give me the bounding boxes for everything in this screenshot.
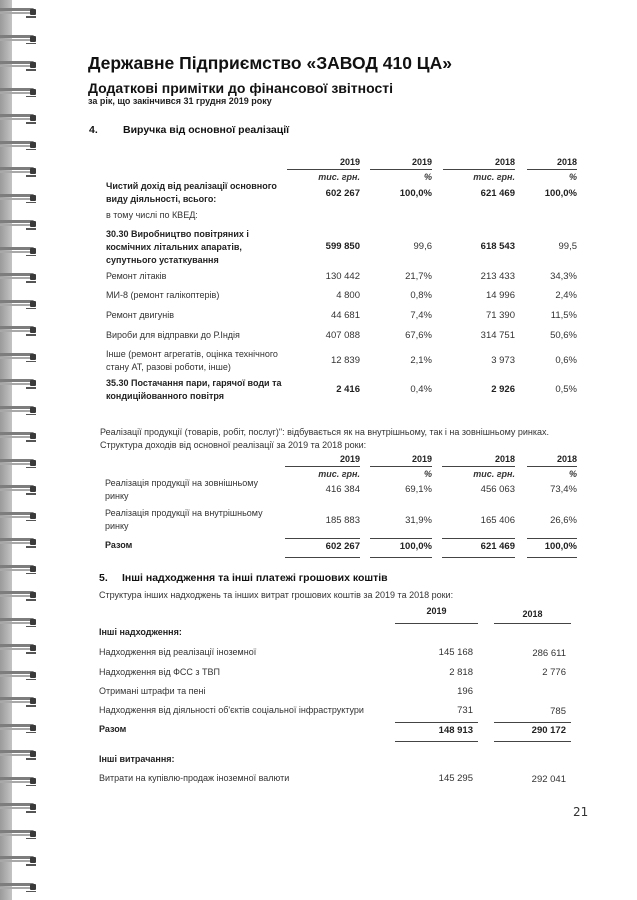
col-unit: тис. грн.	[318, 172, 360, 182]
total-label: Разом	[105, 540, 133, 550]
cell-value: 12 839	[330, 355, 360, 366]
row-label: Інше (ремонт агрегатів, оцінка технічного стану АТ, разові роботи, інше)	[106, 349, 278, 372]
row-label: Реалізація продукції на внутрішньому ринку	[105, 508, 263, 531]
cell-value: 67,6%	[405, 330, 432, 341]
header-rule	[285, 466, 360, 467]
cell-value: 100,0%	[399, 188, 432, 199]
spiral-ring	[0, 830, 38, 840]
cell-value: 21,7%	[405, 271, 432, 282]
cell-value: 407 088	[325, 330, 360, 341]
col-unit: %	[568, 469, 577, 479]
spiral-ring	[0, 61, 38, 71]
cell-value: 2 416	[336, 384, 360, 395]
col-unit: тис. грн.	[473, 469, 515, 479]
col-unit: %	[423, 172, 432, 182]
cell-value: 145 295	[438, 773, 473, 784]
row-label: Чистий дохід від реалізації основного виду діяльності, всього:	[106, 181, 277, 204]
total-rule	[370, 538, 432, 539]
col-header-year: 2018	[494, 157, 515, 167]
total-rule	[494, 722, 571, 723]
cell-value: 314 751	[480, 330, 515, 341]
header-rule	[527, 466, 577, 467]
header-rule	[287, 169, 360, 170]
row-label: 30.30 Виробництво повітряних і космічних літальних апаратів, супутнього устаткування	[106, 229, 249, 265]
cell-value: 130 442	[325, 271, 360, 282]
total-underline	[494, 741, 571, 742]
document-title: Додаткові примітки до фінансової звітності	[88, 80, 393, 96]
cell-value: 599 850	[325, 241, 360, 252]
cell-value: 196	[457, 686, 473, 697]
spiral-ring	[0, 671, 38, 681]
income-heading: Інші надходження:	[99, 627, 182, 637]
total-rule	[442, 538, 515, 539]
cell-value: 456 063	[480, 484, 515, 495]
cell-value: 100,0%	[544, 188, 577, 199]
cell-value: 165 406	[480, 515, 515, 526]
spiral-ring	[0, 220, 38, 230]
header-rule	[443, 169, 515, 170]
spiral-ring	[0, 8, 38, 18]
total-rule	[527, 538, 577, 539]
row-label: Ремонт двигунів	[106, 310, 174, 320]
header-rule	[442, 466, 515, 467]
cell-value: 602 267	[325, 188, 360, 199]
spiral-ring	[0, 114, 38, 124]
spiral-ring	[0, 697, 38, 707]
total-value: 100,0%	[399, 541, 432, 552]
market-paragraph: Реалізації продукції (товарів, робіт, послуг)": відбувається як на внутрішньому, так і на зовнішньому ринках.	[100, 427, 550, 437]
cell-value: 11,5%	[550, 310, 577, 321]
spiral-ring	[0, 618, 38, 628]
cell-value: 621 469	[480, 188, 515, 199]
spiral-ring	[0, 194, 38, 204]
cell-value: 2,1%	[410, 355, 432, 366]
total-underline	[527, 557, 577, 558]
total-underline	[442, 557, 515, 558]
cell-value: 0,6%	[555, 355, 577, 366]
section-4-number: 4.	[89, 124, 98, 136]
cell-value: 0,5%	[555, 384, 577, 395]
section-5-title: Інші надходження та інші платежі грошових коштів	[122, 572, 388, 584]
cell-value: 3 973	[491, 355, 515, 366]
spiral-ring	[0, 591, 38, 601]
spiral-ring	[0, 273, 38, 283]
col-header-year: 2019	[411, 157, 432, 167]
cell-value: 69,1%	[405, 484, 432, 495]
cell-value: 99,5	[558, 241, 577, 252]
spiral-ring	[0, 565, 38, 575]
col-unit: тис. грн.	[318, 469, 360, 479]
spiral-ring	[0, 856, 38, 866]
cell-value: 0,8%	[410, 290, 432, 301]
total-underline	[395, 741, 478, 742]
cell-value: 618 543	[480, 241, 515, 252]
row-label: Реалізація продукції на зовнішньому ринку	[105, 478, 258, 501]
company-title: Державне Підприємство «ЗАВОД 410 ЦА»	[88, 53, 452, 73]
col-header-year: 2019	[426, 606, 447, 616]
header-rule	[527, 169, 577, 170]
structure-paragraph: Структура доходів від основної реалізації за 2019 та 2018 роки:	[100, 440, 367, 450]
cell-value: 71 390	[485, 310, 515, 321]
spiral-ring	[0, 247, 38, 257]
total-underline	[370, 557, 432, 558]
spiral-ring	[0, 803, 38, 813]
cell-value: 14 996	[485, 290, 515, 301]
spiral-ring	[0, 777, 38, 787]
cell-value: 785	[550, 706, 566, 717]
spiral-ring	[0, 883, 38, 893]
income-total-value: 290 172	[531, 725, 566, 736]
spiral-ring	[0, 644, 38, 654]
col-header-year: 2018	[522, 609, 543, 619]
income-total-label: Разом	[99, 724, 127, 734]
col-header-year: 2018	[494, 454, 515, 464]
cell-value: 50,6%	[550, 330, 577, 341]
row-label: Вироби для відправки до Р.Індія	[106, 330, 240, 340]
section-5-intro: Структура інших надходжень та інших витрат грошових коштів за 2019 та 2018 роки:	[99, 590, 454, 600]
spiral-ring	[0, 724, 38, 734]
spiral-ring	[0, 750, 38, 760]
header-rule	[494, 623, 571, 624]
cell-value: 731	[457, 705, 473, 716]
row-label: Ремонт літаків	[106, 271, 167, 281]
total-value: 621 469	[480, 541, 515, 552]
income-total-value: 148 913	[438, 725, 473, 736]
page-number: 21	[573, 805, 589, 819]
row-label: Надходження від ФСС з ТВП	[99, 667, 221, 677]
document-period: за рік, що закінчився 31 грудня 2019 року	[88, 96, 272, 106]
cell-value: 0,4%	[410, 384, 432, 395]
spiral-ring	[0, 512, 38, 522]
cell-value: 73,4%	[550, 484, 577, 495]
section-4-title: Виручка від основної реалізації	[123, 124, 290, 136]
col-header-year: 2019	[339, 157, 360, 167]
spiral-ring	[0, 538, 38, 548]
spiral-ring	[0, 353, 38, 363]
cell-value: 286 611	[532, 648, 566, 659]
row-label: в тому числі по КВЕД:	[106, 210, 198, 220]
spiral-ring	[0, 35, 38, 45]
expense-heading: Інші витрачання:	[99, 754, 175, 764]
cell-value: 26,6%	[550, 515, 577, 526]
spiral-ring	[0, 300, 38, 310]
spiral-ring	[0, 167, 38, 177]
spiral-ring	[0, 379, 38, 389]
section-5-number: 5.	[99, 572, 108, 584]
row-label: МИ-8 (ремонт галікоптерів)	[106, 290, 220, 300]
row-label: Витрати на купівлю-продаж іноземної валюти	[99, 773, 290, 783]
cell-value: 31,9%	[405, 515, 432, 526]
cell-value: 4 800	[336, 290, 360, 301]
spiral-ring	[0, 485, 38, 495]
col-unit: %	[568, 172, 577, 182]
spiral-ring	[0, 459, 38, 469]
total-value: 100,0%	[544, 541, 577, 552]
total-rule	[285, 538, 360, 539]
spiral-ring	[0, 432, 38, 442]
cell-value: 213 433	[480, 271, 515, 282]
header-rule	[370, 169, 432, 170]
row-label: 35.30 Постачання пари, гарячої води та кондиційованного повітря	[106, 378, 282, 401]
spiral-spine	[0, 0, 12, 900]
cell-value: 2 818	[449, 667, 473, 678]
col-header-year: 2018	[556, 454, 577, 464]
spiral-binding	[0, 0, 40, 900]
spiral-ring	[0, 326, 38, 336]
cell-value: 7,4%	[410, 310, 432, 321]
spiral-ring	[0, 88, 38, 98]
total-value: 602 267	[325, 541, 360, 552]
total-underline	[285, 557, 360, 558]
spiral-ring	[0, 141, 38, 151]
col-unit: %	[423, 469, 432, 479]
header-rule	[395, 623, 478, 624]
col-unit: тис. грн.	[473, 172, 515, 182]
cell-value: 34,3%	[550, 271, 577, 282]
spiral-ring	[0, 406, 38, 416]
cell-value: 99,6	[413, 241, 432, 252]
cell-value: 185 883	[325, 515, 360, 526]
row-label: Отримані штрафи та пені	[99, 686, 206, 696]
cell-value: 416 384	[325, 484, 360, 495]
cell-value: 2 776	[542, 667, 566, 678]
col-header-year: 2018	[556, 157, 577, 167]
cell-value: 2 926	[491, 384, 515, 395]
row-label: Надходження від діяльності об'єктів соціальної інфраструктури	[99, 705, 364, 715]
col-header-year: 2019	[339, 454, 360, 464]
row-label: Надходження від реалізації іноземної	[99, 647, 257, 657]
cell-value: 2,4%	[555, 290, 577, 301]
header-rule	[370, 466, 432, 467]
cell-value: 145 168	[438, 647, 473, 658]
total-rule	[395, 722, 478, 723]
cell-value: 44 681	[330, 310, 360, 321]
col-header-year: 2019	[411, 454, 432, 464]
cell-value: 292 041	[531, 774, 566, 785]
